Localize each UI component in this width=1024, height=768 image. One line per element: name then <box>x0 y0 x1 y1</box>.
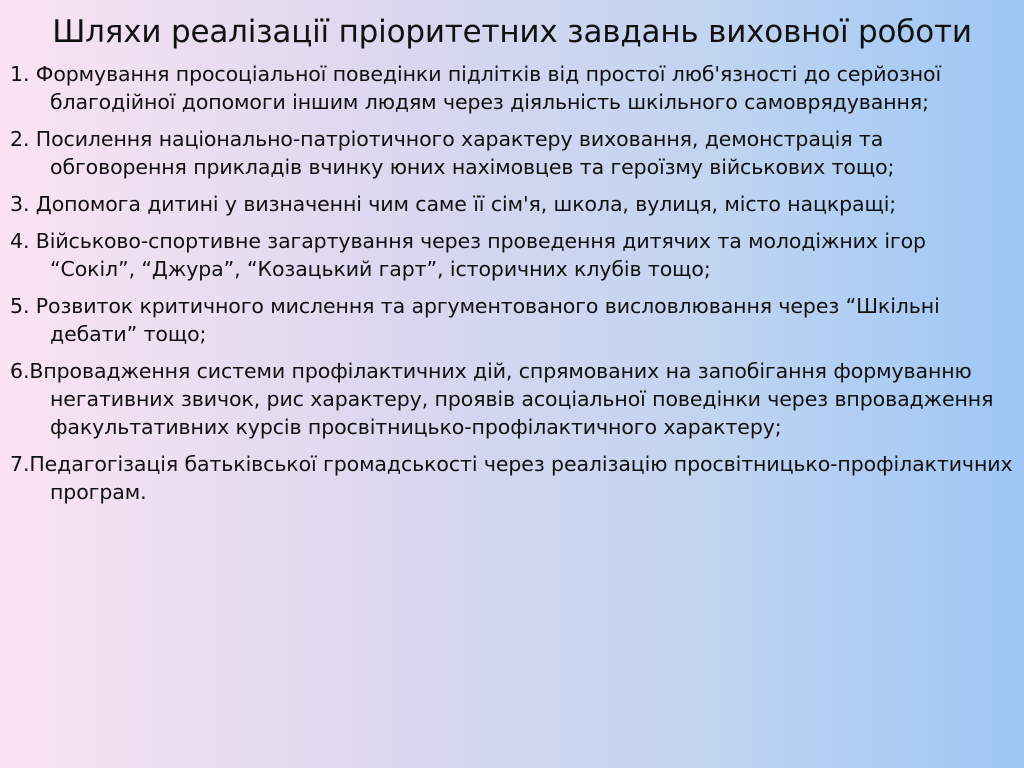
list-item: 3. Допомога дитині у визначенні чим саме її сім'я, школа, вулиця, місто нацкращі; <box>10 192 897 216</box>
priority-list <box>0 60 1024 506</box>
slide-title: Шляхи реалізації пріоритетних завдань виховної роботи <box>52 14 972 50</box>
list-item: 5. Розвиток критичного мислення та аргументованого висловлювання через “Шкільні дебати” тощо; <box>10 294 940 346</box>
list-item: 4. Військово-спортивне загартування через проведення дитячих та молодіжних ігор “Сокіл”, “Джура”, “Козацький гарт”, історичних клубів тощо; <box>10 229 926 281</box>
list-item: 1. Формування просоціальної поведінки підлітків від простої люб'язності до серйозної благодійної допомоги іншим людям через діяльність шкільного самоврядування; <box>10 62 942 114</box>
list-item: 2. Посилення національно-патріотичного характеру виховання, демонстрація та обговорення прикладів вчинку юних нахімовцев та героїзму військових тощо; <box>10 127 895 179</box>
list-item: 6.Впровадження системи профілактичних дій, спрямованих на запобігання формуванню негативних звичок, рис характеру, проявів асоціальної поведінки через впровадження факультативних курсів просвітницько-профілактичного характеру; <box>10 359 994 439</box>
list-item: 7.Педагогізація батьківської громадськості через реалізацію просвітницько-профілактичних програм. <box>10 452 1013 504</box>
